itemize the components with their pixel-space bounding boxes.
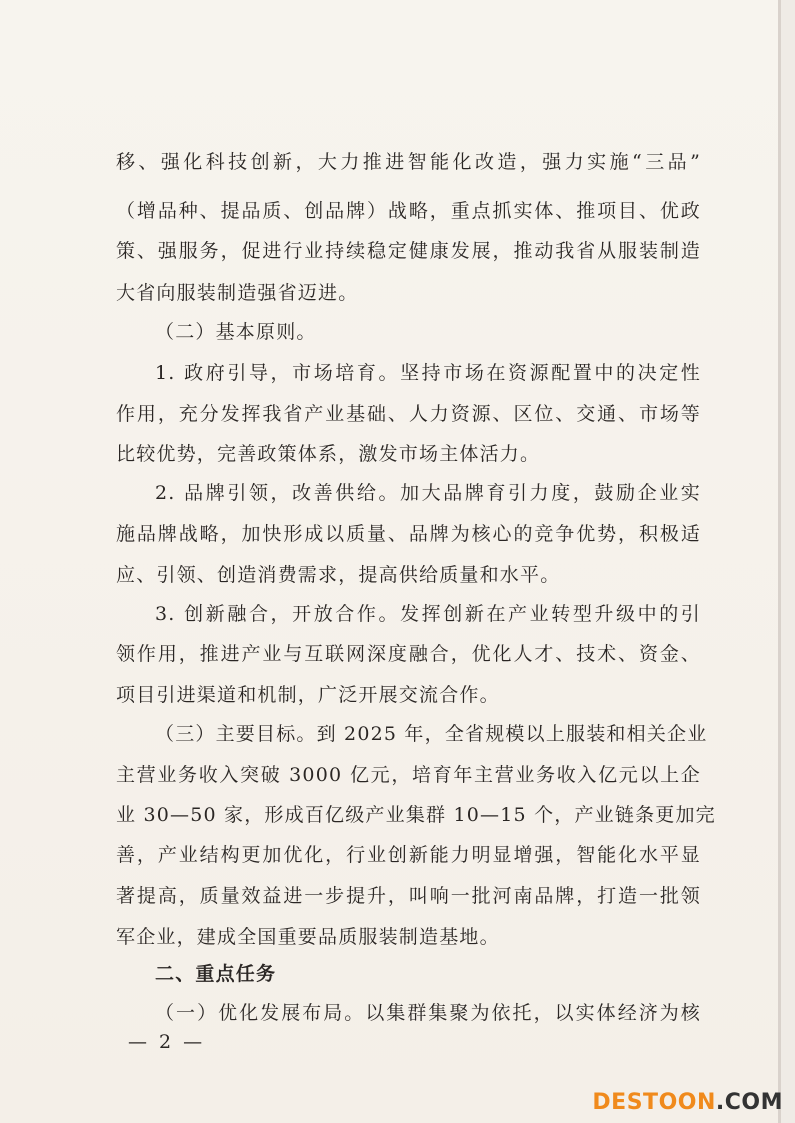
body-line: 移、强化科技创新，大力推进智能化改造，强力实施“三品”	[116, 151, 701, 173]
body-line: 2. 品牌引领，改善供给。加大品牌育引力度，鼓励企业实	[155, 482, 701, 504]
chapter-heading: 二、重点任务	[155, 963, 277, 985]
body-line: 1. 政府引导，市场培育。坚持市场在资源配置中的决定性	[155, 362, 701, 384]
body-line: 施品牌战略，加快形成以质量、品牌为核心的竞争优势，积极适	[116, 523, 701, 545]
body-line: （增品种、提品质、创品牌）战略，重点抓实体、推项目、优政	[116, 200, 701, 222]
body-line: 3. 创新融合，开放合作。发挥创新在产业转型升级中的引	[155, 603, 701, 625]
page-margin-strip	[781, 0, 795, 1123]
body-line: 策、强服务，促进行业持续稳定健康发展，推动我省从服装制造	[116, 240, 701, 262]
watermark-dot: .	[715, 1090, 725, 1115]
body-line: 军企业，建成全国重要品质服装制造基地。	[116, 926, 500, 948]
section-heading: （三）主要目标。到 2025 年，全省规模以上服装和相关企业	[155, 723, 708, 745]
section-heading: （二）基本原则。	[155, 321, 317, 343]
body-line: 项目引进渠道和机制，广泛开展交流合作。	[116, 684, 500, 706]
body-line: 作用，充分发挥我省产业基础、人力资源、区位、交通、市场等	[116, 403, 701, 425]
body-line: 大省向服装制造强省迈进。	[116, 282, 359, 304]
destoon-watermark	[592, 1090, 783, 1115]
body-line: 善，产业结构更加优化，行业创新能力明显增强，智能化水平显	[116, 844, 701, 866]
body-line: 业 30—50 家，形成百亿级产业集群 10—15 个，产业链条更加完	[116, 804, 716, 826]
watermark-main: DESTOON	[592, 1090, 716, 1115]
body-line: 比较优势，完善政策体系，激发市场主体活力。	[116, 443, 541, 465]
watermark-suffix: COM	[724, 1090, 783, 1115]
body-line: （一）优化发展布局。以集群集聚为依托，以实体经济为核	[155, 1002, 701, 1024]
body-line: 应、引领、创造消费需求，提高供给质量和水平。	[116, 564, 561, 586]
body-line: 著提高，质量效益进一步提升，叫响一批河南品牌，打造一批领	[116, 885, 701, 907]
page-number: — 2 —	[128, 1031, 206, 1053]
body-line: 主营业务收入突破 3000 亿元，培育年主营业务收入亿元以上企	[116, 764, 701, 786]
body-line: 领作用，推进产业与互联网深度融合，优化人才、技术、资金、	[116, 643, 701, 665]
